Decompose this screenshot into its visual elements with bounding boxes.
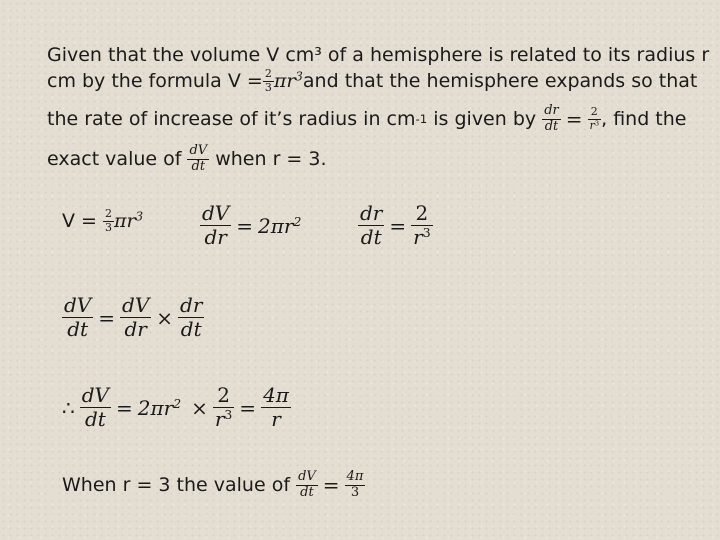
denominator: dt bbox=[360, 225, 382, 249]
denominator: 3 bbox=[350, 484, 360, 500]
equals-sign: = bbox=[115, 395, 133, 420]
question-line-3: the rate of increase of it’s radius in cm -1 is given by $\frac{dr}{dt}$ = $\frac{2}{r^3}$ , find the bbox=[47, 103, 687, 134]
numerator: dV bbox=[64, 293, 92, 317]
numerator: 2 bbox=[264, 67, 272, 80]
equals-sign: = bbox=[389, 213, 407, 238]
exponent: 2 bbox=[173, 395, 182, 411]
fraction-four-pi-over-r bbox=[261, 384, 291, 431]
exponent: 3 bbox=[224, 407, 233, 423]
question-line-4 bbox=[47, 144, 327, 175]
r: r bbox=[214, 407, 225, 431]
question-line-2 bbox=[47, 68, 697, 94]
denominator: dr bbox=[204, 225, 227, 249]
numerator: 4π bbox=[346, 469, 364, 484]
two-pi-r-squared bbox=[258, 214, 301, 238]
fraction-two-thirds bbox=[263, 68, 274, 94]
numerator: dV bbox=[189, 143, 208, 158]
final-answer bbox=[62, 470, 365, 501]
numerator: dr bbox=[180, 293, 203, 317]
denominator: dr bbox=[124, 317, 147, 341]
two-pi-r: 2πr bbox=[137, 395, 174, 420]
exponent: 3 bbox=[135, 209, 144, 224]
v-label: V = bbox=[62, 210, 103, 233]
exponent: 3 bbox=[295, 69, 303, 84]
two-pi-r: 2πr bbox=[258, 213, 294, 238]
chain-rule bbox=[62, 294, 204, 341]
numerator: dr bbox=[360, 201, 383, 225]
volume-formula bbox=[62, 208, 143, 234]
exponent: 3 bbox=[422, 225, 431, 241]
fraction-two-over-r-cubed bbox=[411, 202, 432, 249]
fraction-dV-dt bbox=[80, 384, 111, 431]
numerator: 2 bbox=[217, 383, 230, 407]
denominator: dt bbox=[84, 407, 106, 431]
numerator: dr bbox=[544, 103, 559, 118]
fraction-dr-dt bbox=[358, 202, 384, 249]
question-text-3a: the rate of increase of it’s radius in cm bbox=[47, 108, 416, 131]
numerator: dV bbox=[122, 293, 150, 317]
exponent: 3 bbox=[594, 119, 600, 128]
two-pi-r-squared bbox=[138, 396, 181, 420]
denominator: dt bbox=[67, 317, 89, 341]
question-line-1 bbox=[47, 44, 709, 66]
question-text-1: Given that the volume V cm³ of a hemisphere is related to its radius r bbox=[47, 44, 710, 66]
equals-sign: = bbox=[98, 305, 116, 330]
numerator: 4π bbox=[263, 383, 289, 407]
fraction-two-over-r-cubed bbox=[213, 384, 234, 431]
fraction-dV-dt bbox=[187, 144, 209, 175]
fraction-dV-dr bbox=[200, 202, 231, 249]
final-text: When r = 3 the value of bbox=[62, 474, 297, 497]
fraction-two-over-r-cubed bbox=[588, 106, 602, 132]
denominator: dt bbox=[300, 484, 314, 500]
therefore-line bbox=[62, 384, 291, 431]
fraction-dV-dt bbox=[62, 294, 93, 341]
numerator: dV bbox=[81, 383, 109, 407]
equals-sign: = bbox=[565, 107, 583, 132]
times-sign: × bbox=[156, 305, 174, 330]
question-text-4a: exact value of bbox=[47, 148, 188, 171]
question-text-3c: , find the bbox=[601, 108, 687, 131]
pi-r-cubed bbox=[274, 70, 303, 92]
numerator: 2 bbox=[105, 207, 112, 220]
pi-r: πr bbox=[273, 70, 296, 93]
dV-dr-formula bbox=[200, 202, 301, 249]
equals-sign: = bbox=[239, 395, 257, 420]
denominator: dt bbox=[191, 158, 206, 174]
denominator: 3 bbox=[105, 220, 112, 234]
numerator: 2 bbox=[415, 201, 429, 225]
equals-sign: = bbox=[236, 213, 254, 238]
pi-r: πr bbox=[114, 210, 136, 233]
denominator: dt bbox=[180, 317, 202, 341]
question-text-3b: is given by bbox=[427, 108, 543, 131]
denominator: dt bbox=[544, 118, 559, 134]
fraction-two-thirds bbox=[103, 208, 114, 234]
r: r bbox=[589, 118, 595, 132]
dr-dt-formula bbox=[358, 202, 433, 249]
times-sign: × bbox=[191, 395, 208, 420]
fraction-dr-dt bbox=[178, 294, 204, 341]
fraction-dr-dt bbox=[542, 104, 561, 135]
numerator: dV bbox=[202, 201, 230, 225]
therefore-symbol: ∴ bbox=[62, 395, 75, 420]
fraction-dV-dt bbox=[296, 470, 318, 501]
r: r bbox=[413, 225, 423, 249]
fraction-dV-dr bbox=[120, 294, 151, 341]
exponent: 2 bbox=[293, 213, 302, 229]
numerator: dV bbox=[298, 469, 316, 484]
question-text-2b: and that the hemisphere expands so that bbox=[302, 70, 698, 93]
denominator: r bbox=[271, 407, 281, 431]
numerator: 2 bbox=[590, 105, 598, 119]
question-text-4b: when r = 3. bbox=[209, 148, 327, 171]
question-text-2a: cm by the formula V = bbox=[47, 70, 263, 93]
equals-sign: = bbox=[322, 473, 340, 498]
fraction-four-pi-over-three bbox=[345, 470, 366, 501]
denominator: 3 bbox=[264, 80, 272, 94]
pi-r-cubed bbox=[114, 210, 143, 232]
